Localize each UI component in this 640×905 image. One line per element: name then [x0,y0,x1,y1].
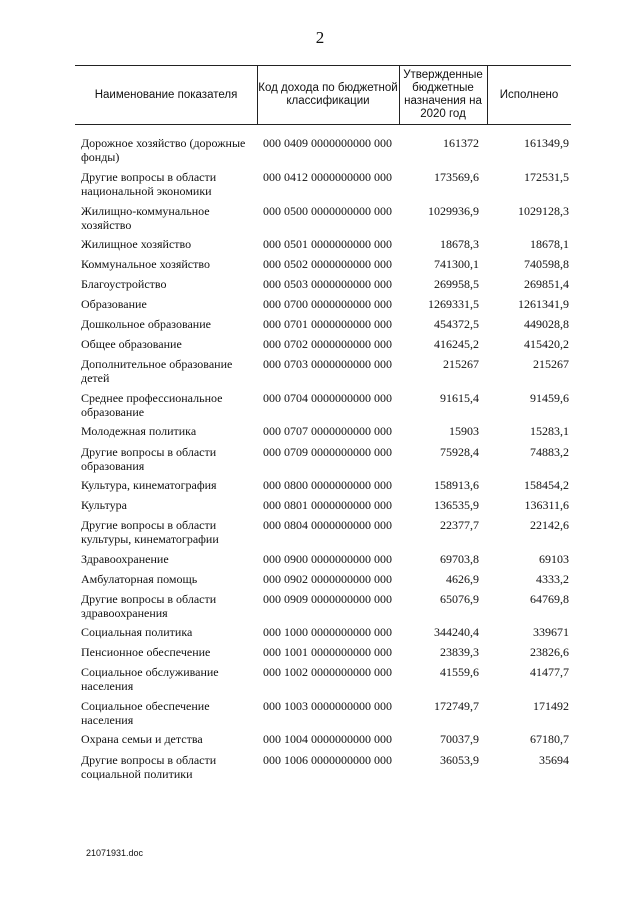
row-name: Дошкольное образование [81,317,211,331]
row-code: 000 0500 0000000000 000 [263,204,392,218]
row-code: 000 0800 0000000000 000 [263,478,392,492]
row-code: 000 1001 0000000000 000 [263,645,392,659]
row-name: Жилищно-коммунальное хозяйство [81,204,210,232]
row-name: Культура [81,498,127,512]
row-plan: 22377,7 [440,518,479,532]
row-exec: 449028,8 [524,317,569,331]
row-plan: 41559,6 [440,665,479,679]
row-plan: 36053,9 [440,753,479,767]
row-code: 000 0409 0000000000 000 [263,136,392,150]
row-plan: 18678,3 [440,237,479,251]
row-exec: 1261341,9 [518,297,569,311]
row-name: Социальная политика [81,625,193,639]
row-code: 000 0702 0000000000 000 [263,337,392,351]
row-code: 000 0909 0000000000 000 [263,592,392,606]
row-exec: 91459,6 [530,391,569,405]
row-exec: 215267 [533,357,569,371]
row-name: Амбулаторная помощь [81,572,198,586]
row-name: Молодежная политика [81,424,197,438]
header-plan: Утвержденные бюджетные назначения на 2020 год [403,69,483,120]
row-exec: 23826,6 [530,645,569,659]
table-header [75,65,571,125]
row-code: 000 0412 0000000000 000 [263,170,392,184]
row-code: 000 0502 0000000000 000 [263,257,392,271]
row-name: Культура, кинематография [81,478,217,492]
header-exec: Исполнено [499,88,559,101]
row-plan: 65076,9 [440,592,479,606]
row-name: Другие вопросы в области национальной экономики [81,170,217,198]
row-plan: 215267 [443,357,479,371]
row-exec: 22142,6 [530,518,569,532]
row-plan: 741300,1 [434,257,479,271]
row-plan: 416245,2 [434,337,479,351]
row-code: 000 1006 0000000000 000 [263,753,392,767]
row-exec: 415420,2 [524,337,569,351]
row-code: 000 0703 0000000000 000 [263,357,392,371]
row-plan: 69703,8 [440,552,479,566]
row-exec: 64769,8 [530,592,569,606]
row-exec: 269851,4 [524,277,569,291]
row-exec: 339671 [533,625,569,639]
row-code: 000 0700 0000000000 000 [263,297,392,311]
row-plan: 4626,9 [446,572,479,586]
row-code: 000 1004 0000000000 000 [263,732,392,746]
row-code: 000 0503 0000000000 000 [263,277,392,291]
row-plan: 158913,6 [434,478,479,492]
row-exec: 74883,2 [530,445,569,459]
row-code: 000 1000 0000000000 000 [263,625,392,639]
row-plan: 15903 [449,424,479,438]
row-exec: 172531,5 [524,170,569,184]
row-name: Охрана семьи и детства [81,732,203,746]
row-exec: 1029128,3 [518,204,569,218]
row-exec: 67180,7 [530,732,569,746]
row-exec: 158454,2 [524,478,569,492]
row-name: Другие вопросы в области здравоохранения [81,592,217,620]
row-plan: 75928,4 [440,445,479,459]
page-number: 2 [315,28,325,47]
row-name: Общее образование [81,337,182,351]
row-plan: 454372,5 [434,317,479,331]
row-name: Здравоохранение [81,552,169,566]
row-exec: 15283,1 [530,424,569,438]
row-plan: 344240,4 [434,625,479,639]
row-exec: 161349,9 [524,136,569,150]
row-code: 000 0804 0000000000 000 [263,518,392,532]
row-plan: 269958,5 [434,277,479,291]
row-plan: 23839,3 [440,645,479,659]
row-code: 000 0701 0000000000 000 [263,317,392,331]
row-plan: 1029936,9 [428,204,479,218]
row-plan: 70037,9 [440,732,479,746]
row-code: 000 0709 0000000000 000 [263,445,392,459]
row-code: 000 1002 0000000000 000 [263,665,392,679]
row-name: Дополнительное образование детей [81,357,233,385]
row-code: 000 0707 0000000000 000 [263,424,392,438]
row-exec: 4333,2 [536,572,569,586]
row-exec: 740598,8 [524,257,569,271]
row-exec: 136311,6 [524,498,569,512]
row-name: Пенсионное обеспечение [81,645,211,659]
row-name: Благоустройство [81,277,167,291]
row-exec: 35694 [539,753,569,767]
row-plan: 1269331,5 [428,297,479,311]
budget-table [75,65,571,781]
row-name: Другие вопросы в области образования [81,445,217,473]
row-name: Жилищное хозяйство [81,237,192,251]
row-plan: 136535,9 [434,498,479,512]
row-name: Образование [81,297,147,311]
row-name: Среднее профессиональное образование [81,391,223,419]
row-plan: 91615,4 [440,391,479,405]
row-plan: 173569,6 [434,170,479,184]
row-name: Социальное обеспечение населения [81,699,210,727]
row-plan: 161372 [443,136,479,150]
row-name: Дорожное хозяйство (дорожные фонды) [81,136,246,164]
row-code: 000 0704 0000000000 000 [263,391,392,405]
row-exec: 171492 [533,699,569,713]
row-plan: 172749,7 [434,699,479,713]
file-name: 21071931.doc [86,848,144,858]
header-name: Наименование показателя [94,88,238,101]
row-name: Другие вопросы в области социальной политики [81,753,217,781]
row-code: 000 1003 0000000000 000 [263,699,392,713]
row-name: Коммунальное хозяйство [81,257,210,271]
row-exec: 18678,1 [530,237,569,251]
row-exec: 69103 [539,552,569,566]
row-exec: 41477,7 [530,665,569,679]
row-name: Другие вопросы в области культуры, кинематографии [81,518,219,546]
row-code: 000 0902 0000000000 000 [263,572,392,586]
row-code: 000 0801 0000000000 000 [263,498,392,512]
row-code: 000 0501 0000000000 000 [263,237,392,251]
header-code: Код дохода по бюджетной классификации [258,82,398,107]
row-name: Социальное обслуживание населения [81,665,219,693]
row-code: 000 0900 0000000000 000 [263,552,392,566]
